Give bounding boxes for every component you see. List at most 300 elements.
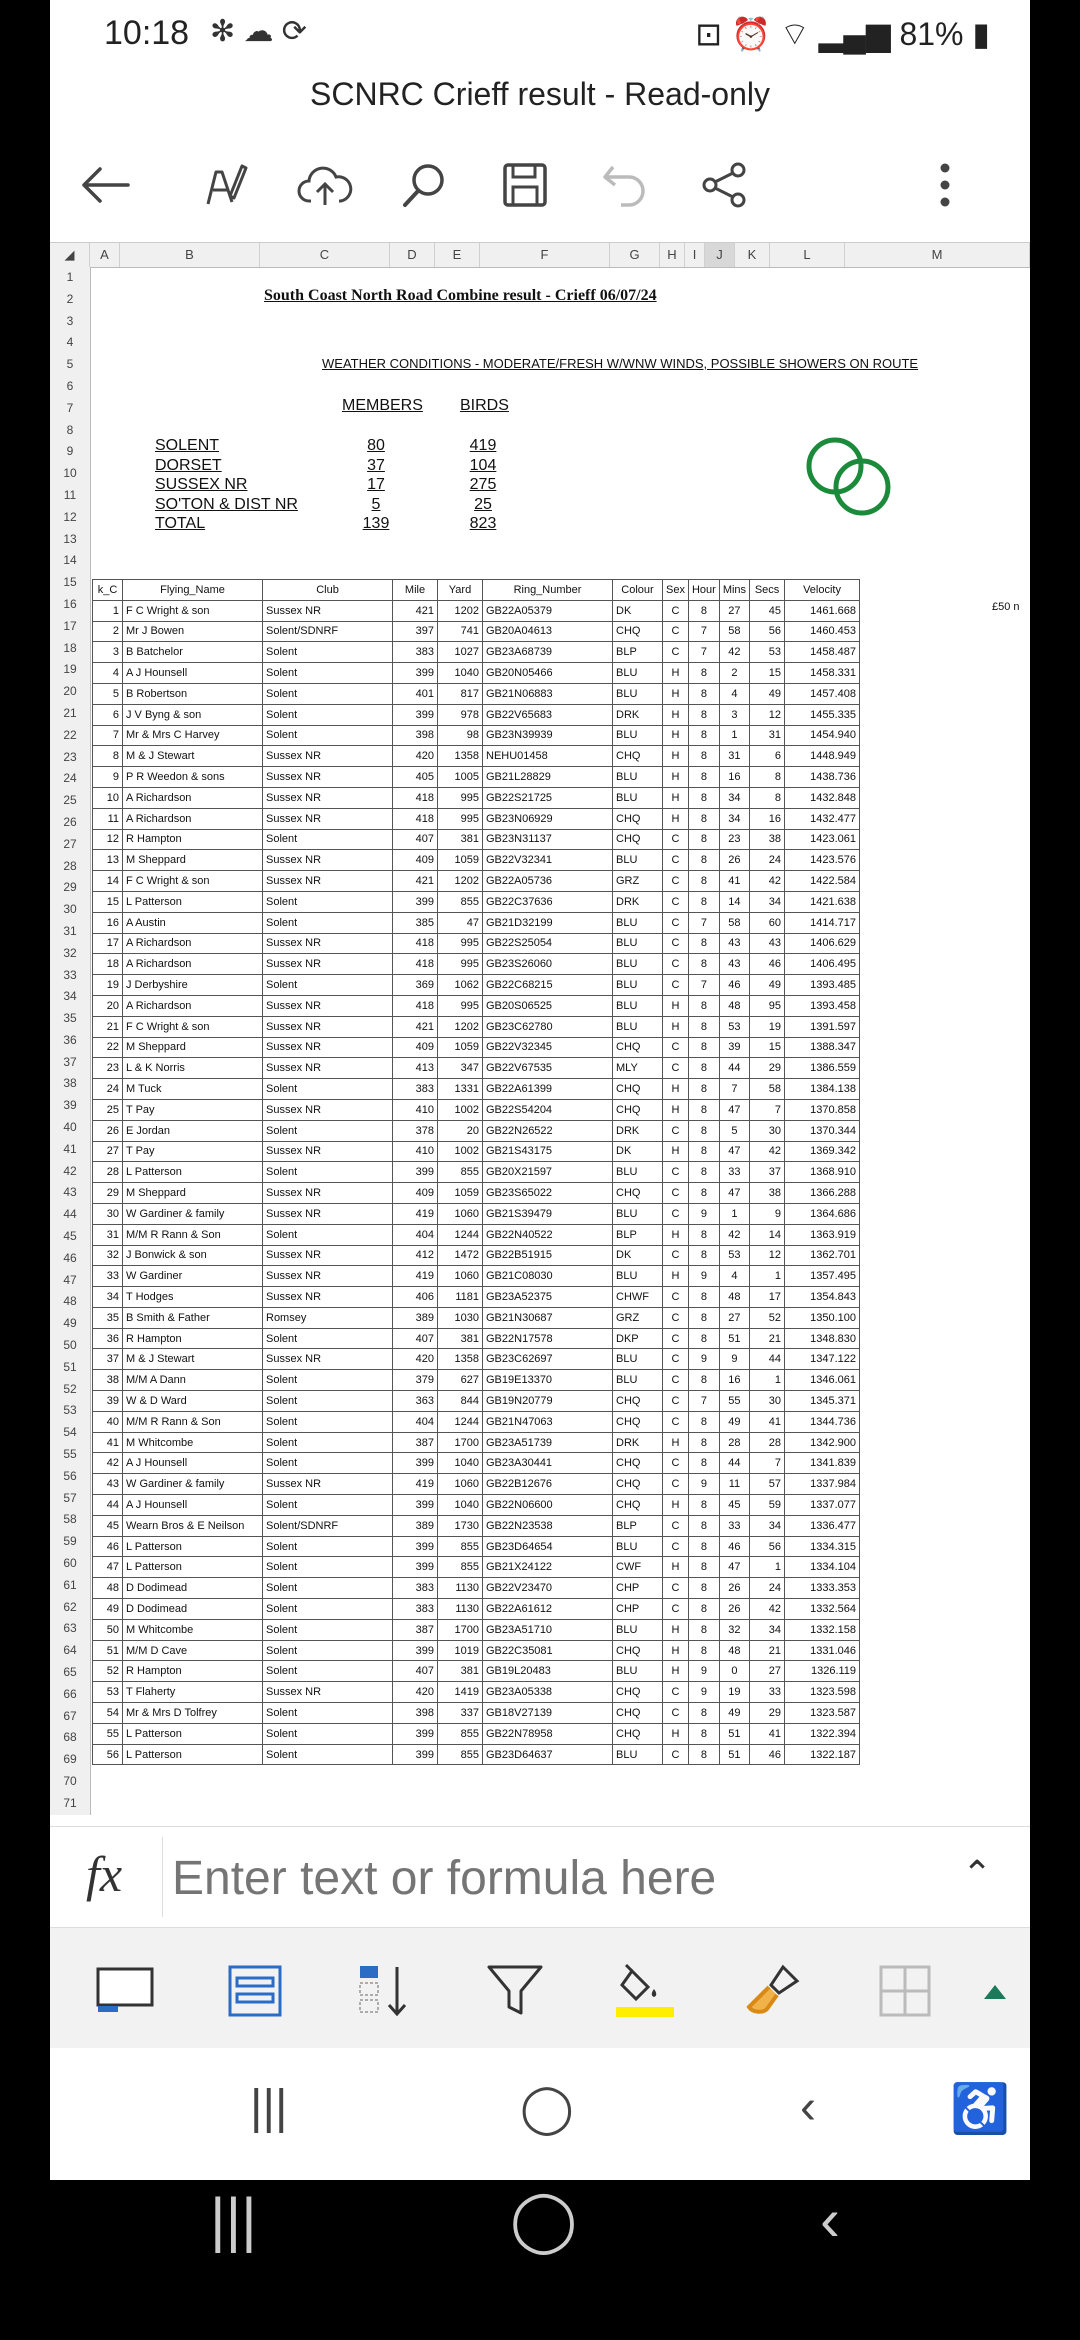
cell-mins[interactable]: 45 bbox=[719, 1495, 749, 1516]
cell-secs[interactable]: 49 bbox=[750, 683, 785, 704]
cell-velocity[interactable]: 1423.061 bbox=[785, 829, 860, 850]
cell-club[interactable]: Sussex NR bbox=[263, 746, 393, 767]
cell-secs[interactable]: 95 bbox=[750, 995, 785, 1016]
cell-position[interactable]: 35 bbox=[93, 1307, 123, 1328]
cell-mile[interactable]: 420 bbox=[393, 746, 438, 767]
cell-velocity[interactable]: 1323.587 bbox=[785, 1703, 860, 1724]
row-header[interactable]: 27 bbox=[63, 836, 77, 851]
cell-yard[interactable]: 1419 bbox=[438, 1682, 483, 1703]
cell-colour[interactable]: GRZ bbox=[613, 1307, 663, 1328]
cell-secs[interactable]: 30 bbox=[750, 1391, 785, 1412]
cell-sex[interactable]: C bbox=[663, 1287, 689, 1308]
cell-hour[interactable]: 8 bbox=[688, 1079, 719, 1100]
cell-flying-name[interactable]: Mr J Bowen bbox=[123, 621, 263, 642]
cell-velocity[interactable]: 1414.717 bbox=[785, 912, 860, 933]
cell-club[interactable]: Solent bbox=[263, 725, 393, 746]
cell-velocity[interactable]: 1346.061 bbox=[785, 1370, 860, 1391]
cell-club[interactable]: Solent bbox=[263, 1162, 393, 1183]
cell-colour[interactable]: CHQ bbox=[613, 1474, 663, 1495]
cell-mins[interactable]: 47 bbox=[719, 1099, 749, 1120]
row-header[interactable]: 40 bbox=[63, 1120, 77, 1135]
row-header[interactable]: 15 bbox=[63, 575, 77, 590]
cell-hour[interactable]: 8 bbox=[688, 1328, 719, 1349]
cell-club[interactable]: Solent bbox=[263, 1495, 393, 1516]
cell-club[interactable]: Solent bbox=[263, 683, 393, 704]
cell-mile[interactable]: 407 bbox=[393, 829, 438, 850]
column-header-b[interactable]: B bbox=[120, 243, 260, 267]
cell-flying-name[interactable]: L Patterson bbox=[123, 1536, 263, 1557]
cell-hour[interactable]: 7 bbox=[688, 642, 719, 663]
cell-sex[interactable]: C bbox=[663, 1703, 689, 1724]
cell-club[interactable]: Sussex NR bbox=[263, 1037, 393, 1058]
cell-ring-number[interactable]: GB23C62780 bbox=[483, 1016, 613, 1037]
cell-ring-number[interactable]: GB23A52375 bbox=[483, 1287, 613, 1308]
cell-yard[interactable]: 47 bbox=[438, 912, 483, 933]
header-secs[interactable]: Secs bbox=[750, 580, 785, 601]
cell-sex[interactable]: C bbox=[663, 1183, 689, 1204]
row-header[interactable]: 23 bbox=[63, 749, 77, 764]
cell-sex[interactable]: H bbox=[663, 767, 689, 788]
row-header[interactable]: 48 bbox=[63, 1294, 77, 1309]
row-header[interactable]: 13 bbox=[63, 531, 77, 546]
cell-flying-name[interactable]: L Patterson bbox=[123, 1557, 263, 1578]
cell-ring-number[interactable]: GB21N30687 bbox=[483, 1307, 613, 1328]
cell-position[interactable]: 33 bbox=[93, 1266, 123, 1287]
cell-club[interactable]: Solent bbox=[263, 1578, 393, 1599]
cell-mile[interactable]: 399 bbox=[393, 1495, 438, 1516]
header-ring-number[interactable]: Ring_Number bbox=[483, 580, 613, 601]
cell-ring-number[interactable]: GB22B12676 bbox=[483, 1474, 613, 1495]
cell-colour[interactable]: CHQ bbox=[613, 1099, 663, 1120]
sort-icon[interactable] bbox=[350, 1956, 420, 2026]
cell-secs[interactable]: 37 bbox=[750, 1162, 785, 1183]
cell-mins[interactable]: 27 bbox=[719, 600, 749, 621]
cell-secs[interactable]: 42 bbox=[750, 1599, 785, 1620]
cell-mile[interactable]: 399 bbox=[393, 1557, 438, 1578]
cell-sex[interactable]: H bbox=[663, 1224, 689, 1245]
cell-position[interactable]: 52 bbox=[93, 1661, 123, 1682]
row-header[interactable]: 50 bbox=[63, 1338, 77, 1353]
cell-velocity[interactable]: 1457.408 bbox=[785, 683, 860, 704]
cell-ring-number[interactable]: GB21L28829 bbox=[483, 767, 613, 788]
cell-yard[interactable]: 381 bbox=[438, 1328, 483, 1349]
cell-position[interactable]: 34 bbox=[93, 1287, 123, 1308]
row-header[interactable]: 7 bbox=[66, 400, 74, 415]
row-header[interactable]: 1 bbox=[66, 270, 74, 284]
cell-colour[interactable]: BLU bbox=[613, 1349, 663, 1370]
cell-ring-number[interactable]: GB22A05736 bbox=[483, 871, 613, 892]
cell-secs[interactable]: 49 bbox=[750, 975, 785, 996]
row-header[interactable]: 52 bbox=[63, 1381, 77, 1396]
cell-secs[interactable]: 45 bbox=[750, 600, 785, 621]
cell-velocity[interactable]: 1422.584 bbox=[785, 871, 860, 892]
cell-velocity[interactable]: 1460.453 bbox=[785, 621, 860, 642]
cell-mile[interactable]: 399 bbox=[393, 1453, 438, 1474]
cell-hour[interactable]: 8 bbox=[688, 1619, 719, 1640]
cell-velocity[interactable]: 1461.668 bbox=[785, 600, 860, 621]
cell-sex[interactable]: C bbox=[663, 1536, 689, 1557]
cell-flying-name[interactable]: A J Hounsell bbox=[123, 1453, 263, 1474]
cell-mile[interactable]: 421 bbox=[393, 1016, 438, 1037]
cell-club[interactable]: Sussex NR bbox=[263, 1183, 393, 1204]
cell-ring-number[interactable]: GB23N39939 bbox=[483, 725, 613, 746]
cell-mins[interactable]: 44 bbox=[719, 1058, 749, 1079]
cell-mins[interactable]: 43 bbox=[719, 954, 749, 975]
cell-yard[interactable]: 1002 bbox=[438, 1141, 483, 1162]
cell-mins[interactable]: 19 bbox=[719, 1682, 749, 1703]
cell-position[interactable]: 40 bbox=[93, 1411, 123, 1432]
cell-flying-name[interactable]: D Dodimead bbox=[123, 1599, 263, 1620]
cell-ring-number[interactable]: GB22V32341 bbox=[483, 850, 613, 871]
cell-mins[interactable]: 34 bbox=[719, 787, 749, 808]
cell-yard[interactable]: 1331 bbox=[438, 1079, 483, 1100]
cell-flying-name[interactable]: L Patterson bbox=[123, 891, 263, 912]
cell-hour[interactable]: 8 bbox=[688, 600, 719, 621]
cell-position[interactable]: 8 bbox=[93, 746, 123, 767]
cell-mile[interactable]: 409 bbox=[393, 1183, 438, 1204]
cell-hour[interactable]: 8 bbox=[688, 746, 719, 767]
cell-ring-number[interactable]: GB20A04613 bbox=[483, 621, 613, 642]
cell-yard[interactable]: 1040 bbox=[438, 1453, 483, 1474]
cell-club[interactable]: Sussex NR bbox=[263, 1474, 393, 1495]
row-header[interactable]: 24 bbox=[63, 771, 77, 786]
formula-input[interactable] bbox=[170, 1847, 934, 1909]
cell-position[interactable]: 49 bbox=[93, 1599, 123, 1620]
cell-ring-number[interactable]: GB21N06883 bbox=[483, 683, 613, 704]
cell-sex[interactable]: H bbox=[663, 1079, 689, 1100]
cell-hour[interactable]: 8 bbox=[688, 1058, 719, 1079]
row-header[interactable]: 62 bbox=[63, 1599, 77, 1614]
cell-yard[interactable]: 1358 bbox=[438, 746, 483, 767]
cell-ring-number[interactable]: GB22V65683 bbox=[483, 704, 613, 725]
cell-mile[interactable]: 412 bbox=[393, 1245, 438, 1266]
cell-club[interactable]: Sussex NR bbox=[263, 1203, 393, 1224]
cell-ring-number[interactable]: GB23S65022 bbox=[483, 1183, 613, 1204]
row-header[interactable]: 20 bbox=[63, 684, 77, 699]
cell-ring-number[interactable]: GB19L20483 bbox=[483, 1661, 613, 1682]
cell-position[interactable]: 13 bbox=[93, 850, 123, 871]
cell-yard[interactable]: 627 bbox=[438, 1370, 483, 1391]
cell-club[interactable]: Solent bbox=[263, 1391, 393, 1412]
cell-ring-number[interactable]: GB23D64654 bbox=[483, 1536, 613, 1557]
more-icon[interactable] bbox=[910, 150, 980, 220]
cell-ring-number[interactable]: GB22N26522 bbox=[483, 1120, 613, 1141]
cell-flying-name[interactable]: B Robertson bbox=[123, 683, 263, 704]
cell-mile[interactable]: 421 bbox=[393, 871, 438, 892]
cell-secs[interactable]: 1 bbox=[750, 1370, 785, 1391]
cell-mile[interactable]: 399 bbox=[393, 1744, 438, 1765]
row-header[interactable]: 59 bbox=[63, 1534, 77, 1549]
row-header[interactable]: 55 bbox=[63, 1447, 77, 1462]
cell-flying-name[interactable]: F C Wright & son bbox=[123, 871, 263, 892]
cell-sex[interactable]: C bbox=[663, 1120, 689, 1141]
cell-hour[interactable]: 8 bbox=[688, 1120, 719, 1141]
format-icon[interactable] bbox=[220, 1956, 290, 2026]
cell-position[interactable]: 6 bbox=[93, 704, 123, 725]
cell-position[interactable]: 28 bbox=[93, 1162, 123, 1183]
cell-sex[interactable]: C bbox=[663, 1037, 689, 1058]
cell-secs[interactable]: 29 bbox=[750, 1058, 785, 1079]
cell-hour[interactable]: 9 bbox=[688, 1661, 719, 1682]
cell-velocity[interactable]: 1458.487 bbox=[785, 642, 860, 663]
cell-mins[interactable]: 58 bbox=[719, 621, 749, 642]
chevron-up-icon[interactable]: ⌃ bbox=[962, 1853, 993, 1894]
cell-secs[interactable]: 29 bbox=[750, 1703, 785, 1724]
cell-mins[interactable]: 58 bbox=[719, 912, 749, 933]
cell-mins[interactable]: 49 bbox=[719, 1411, 749, 1432]
cell-mins[interactable]: 32 bbox=[719, 1619, 749, 1640]
cell-yard[interactable]: 1358 bbox=[438, 1349, 483, 1370]
cell-colour[interactable]: CHQ bbox=[613, 1079, 663, 1100]
cell-yard[interactable]: 1059 bbox=[438, 1037, 483, 1058]
cell-position[interactable]: 9 bbox=[93, 767, 123, 788]
cell-colour[interactable]: CHQ bbox=[613, 1453, 663, 1474]
cell-colour[interactable]: MLY bbox=[613, 1058, 663, 1079]
cell-colour[interactable]: CHQ bbox=[613, 1391, 663, 1412]
cell-flying-name[interactable]: P R Weedon & sons bbox=[123, 767, 263, 788]
cell-hour[interactable]: 8 bbox=[688, 1557, 719, 1578]
cell-ring-number[interactable]: GB18V27139 bbox=[483, 1703, 613, 1724]
cell-club[interactable]: Sussex NR bbox=[263, 600, 393, 621]
cell-club[interactable]: Solent bbox=[263, 1703, 393, 1724]
cell-mins[interactable]: 47 bbox=[719, 1141, 749, 1162]
cell-colour[interactable]: CHQ bbox=[613, 1682, 663, 1703]
cell-sex[interactable]: H bbox=[663, 1557, 689, 1578]
search-icon[interactable] bbox=[390, 150, 460, 220]
cell-position[interactable]: 44 bbox=[93, 1495, 123, 1516]
cell-secs[interactable]: 12 bbox=[750, 704, 785, 725]
row-header[interactable]: 32 bbox=[63, 945, 77, 960]
cell-sex[interactable]: C bbox=[663, 621, 689, 642]
header-position[interactable]: k_C bbox=[93, 580, 123, 601]
cell-yard[interactable]: 1005 bbox=[438, 767, 483, 788]
cell-secs[interactable]: 24 bbox=[750, 1578, 785, 1599]
cell-yard[interactable]: 1202 bbox=[438, 1016, 483, 1037]
cell-ring-number[interactable]: GB21S43175 bbox=[483, 1141, 613, 1162]
header-sex[interactable]: Sex bbox=[663, 580, 689, 601]
cell-secs[interactable]: 21 bbox=[750, 1640, 785, 1661]
cell-mins[interactable]: 27 bbox=[719, 1307, 749, 1328]
cell-club[interactable]: Sussex NR bbox=[263, 933, 393, 954]
cell-hour[interactable]: 8 bbox=[688, 954, 719, 975]
cell-secs[interactable]: 46 bbox=[750, 1744, 785, 1765]
cell-secs[interactable]: 58 bbox=[750, 1079, 785, 1100]
cell-ring-number[interactable]: GB22N40522 bbox=[483, 1224, 613, 1245]
cell-colour[interactable]: BLU bbox=[613, 975, 663, 996]
cell-position[interactable]: 30 bbox=[93, 1203, 123, 1224]
cell-mile[interactable]: 419 bbox=[393, 1474, 438, 1495]
cell-mins[interactable]: 9 bbox=[719, 1349, 749, 1370]
cell-flying-name[interactable]: L Patterson bbox=[123, 1723, 263, 1744]
cell-flying-name[interactable]: W Gardiner & family bbox=[123, 1474, 263, 1495]
cell-position[interactable]: 26 bbox=[93, 1120, 123, 1141]
cell-position[interactable]: 45 bbox=[93, 1515, 123, 1536]
cell-ring-number[interactable]: GB23A05338 bbox=[483, 1682, 613, 1703]
cell-flying-name[interactable]: Wearn Bros & E Neilson bbox=[123, 1515, 263, 1536]
cell-colour[interactable]: BLU bbox=[613, 1619, 663, 1640]
cell-flying-name[interactable]: D Dodimead bbox=[123, 1578, 263, 1599]
cell-yard[interactable]: 1060 bbox=[438, 1474, 483, 1495]
cell-flying-name[interactable]: W Gardiner bbox=[123, 1266, 263, 1287]
cell-velocity[interactable]: 1386.559 bbox=[785, 1058, 860, 1079]
cell-mins[interactable]: 3 bbox=[719, 704, 749, 725]
cell-ring-number[interactable]: GB22A05379 bbox=[483, 600, 613, 621]
cell-mile[interactable]: 420 bbox=[393, 1682, 438, 1703]
cell-velocity[interactable]: 1322.394 bbox=[785, 1723, 860, 1744]
cell-ring-number[interactable]: GB19E13370 bbox=[483, 1370, 613, 1391]
cell-hour[interactable]: 8 bbox=[688, 1183, 719, 1204]
row-header[interactable]: 66 bbox=[63, 1686, 77, 1701]
cell-velocity[interactable]: 1366.288 bbox=[785, 1183, 860, 1204]
cell-ring-number[interactable]: GB22N17578 bbox=[483, 1328, 613, 1349]
cell-secs[interactable]: 24 bbox=[750, 850, 785, 871]
row-header[interactable]: 19 bbox=[63, 662, 77, 677]
row-header[interactable]: 16 bbox=[63, 596, 77, 611]
cell-secs[interactable]: 8 bbox=[750, 787, 785, 808]
cell-hour[interactable]: 8 bbox=[688, 1287, 719, 1308]
cell-mins[interactable]: 51 bbox=[719, 1723, 749, 1744]
cell-sex[interactable]: C bbox=[663, 850, 689, 871]
cell-mins[interactable]: 47 bbox=[719, 1183, 749, 1204]
cell-club[interactable]: Sussex NR bbox=[263, 1099, 393, 1120]
cell-hour[interactable]: 9 bbox=[688, 1266, 719, 1287]
cell-mile[interactable]: 409 bbox=[393, 1037, 438, 1058]
cell-sex[interactable]: C bbox=[663, 871, 689, 892]
cell-ring-number[interactable]: GB23D64637 bbox=[483, 1744, 613, 1765]
cell-secs[interactable]: 16 bbox=[750, 808, 785, 829]
cell-sex[interactable]: C bbox=[663, 912, 689, 933]
cell-secs[interactable]: 28 bbox=[750, 1432, 785, 1453]
cell-colour[interactable]: DRK bbox=[613, 704, 663, 725]
cell-colour[interactable]: GRZ bbox=[613, 871, 663, 892]
cell-position[interactable]: 32 bbox=[93, 1245, 123, 1266]
cell-sex[interactable]: H bbox=[663, 787, 689, 808]
cell-colour[interactable]: DRK bbox=[613, 1120, 663, 1141]
cell-flying-name[interactable]: L Patterson bbox=[123, 1744, 263, 1765]
cell-position[interactable]: 17 bbox=[93, 933, 123, 954]
cell-mile[interactable]: 419 bbox=[393, 1203, 438, 1224]
cell-colour[interactable]: CHQ bbox=[613, 808, 663, 829]
cell-ring-number[interactable]: GB23C62697 bbox=[483, 1349, 613, 1370]
cell-secs[interactable]: 34 bbox=[750, 1619, 785, 1640]
cell-secs[interactable]: 41 bbox=[750, 1723, 785, 1744]
header-velocity[interactable]: Velocity bbox=[785, 580, 860, 601]
row-header[interactable]: 30 bbox=[63, 902, 77, 917]
cell-mins[interactable]: 28 bbox=[719, 1432, 749, 1453]
cell-velocity[interactable]: 1458.331 bbox=[785, 663, 860, 684]
cell-mins[interactable]: 48 bbox=[719, 1640, 749, 1661]
cell-mins[interactable]: 44 bbox=[719, 1453, 749, 1474]
cell-sex[interactable]: C bbox=[663, 1162, 689, 1183]
cell-velocity[interactable]: 1357.495 bbox=[785, 1266, 860, 1287]
cell-yard[interactable]: 1019 bbox=[438, 1640, 483, 1661]
column-header-j[interactable]: J bbox=[705, 243, 735, 267]
cell-velocity[interactable]: 1344.736 bbox=[785, 1411, 860, 1432]
row-header[interactable]: 26 bbox=[63, 814, 77, 829]
cell-position[interactable]: 3 bbox=[93, 642, 123, 663]
cell-yard[interactable]: 98 bbox=[438, 725, 483, 746]
column-header-l[interactable]: L bbox=[770, 243, 845, 267]
cell-mile[interactable]: 383 bbox=[393, 1079, 438, 1100]
cell-sex[interactable]: C bbox=[663, 1744, 689, 1765]
cell-sex[interactable]: C bbox=[663, 1682, 689, 1703]
cell-sex[interactable]: H bbox=[663, 683, 689, 704]
row-header[interactable]: 58 bbox=[63, 1512, 77, 1527]
row-header[interactable]: 12 bbox=[63, 509, 77, 524]
cell-colour[interactable]: BLU bbox=[613, 1162, 663, 1183]
row-header[interactable]: 53 bbox=[63, 1403, 77, 1418]
cell-sex[interactable]: C bbox=[663, 600, 689, 621]
cell-colour[interactable]: BLU bbox=[613, 1536, 663, 1557]
cell-mins[interactable]: 4 bbox=[719, 1266, 749, 1287]
cell-ring-number[interactable]: GB22B51915 bbox=[483, 1245, 613, 1266]
cell-position[interactable]: 29 bbox=[93, 1183, 123, 1204]
cell-secs[interactable]: 21 bbox=[750, 1328, 785, 1349]
column-header-g[interactable]: G bbox=[610, 243, 660, 267]
header-mile[interactable]: Mile bbox=[393, 580, 438, 601]
spreadsheet-grid[interactable] bbox=[50, 242, 1030, 1823]
cell-mins[interactable]: 7 bbox=[719, 1079, 749, 1100]
cell-position[interactable]: 11 bbox=[93, 808, 123, 829]
cell-ring-number[interactable]: GB23A30441 bbox=[483, 1453, 613, 1474]
cell-velocity[interactable]: 1347.122 bbox=[785, 1349, 860, 1370]
column-header-h[interactable]: H bbox=[660, 243, 685, 267]
cell-velocity[interactable]: 1388.347 bbox=[785, 1037, 860, 1058]
cell-ring-number[interactable]: GB21S39479 bbox=[483, 1203, 613, 1224]
cell-position[interactable]: 1 bbox=[93, 600, 123, 621]
cell-club[interactable]: Solent bbox=[263, 1557, 393, 1578]
cell-ring-number[interactable]: GB21D32199 bbox=[483, 912, 613, 933]
cell-club[interactable]: Sussex NR bbox=[263, 767, 393, 788]
cell-hour[interactable]: 8 bbox=[688, 1536, 719, 1557]
cell-mile[interactable]: 378 bbox=[393, 1120, 438, 1141]
cell-sex[interactable]: C bbox=[663, 975, 689, 996]
cell-mins[interactable]: 46 bbox=[719, 1536, 749, 1557]
cell-position[interactable]: 31 bbox=[93, 1224, 123, 1245]
cell-sex[interactable]: H bbox=[663, 704, 689, 725]
row-header[interactable]: 41 bbox=[63, 1141, 77, 1156]
cell-club[interactable]: Solent bbox=[263, 1661, 393, 1682]
cell-yard[interactable]: 1700 bbox=[438, 1432, 483, 1453]
cell-hour[interactable]: 8 bbox=[688, 1723, 719, 1744]
cell-velocity[interactable]: 1421.638 bbox=[785, 891, 860, 912]
column-header-k[interactable]: K bbox=[735, 243, 770, 267]
cell-club[interactable]: Solent bbox=[263, 1432, 393, 1453]
cell-position[interactable]: 51 bbox=[93, 1640, 123, 1661]
row-header[interactable]: 29 bbox=[63, 880, 77, 895]
cell-sex[interactable]: C bbox=[663, 1307, 689, 1328]
cell-ring-number[interactable]: GB23N31137 bbox=[483, 829, 613, 850]
cell-flying-name[interactable]: A Richardson bbox=[123, 995, 263, 1016]
cell-flying-name[interactable]: M/M R Rann & Son bbox=[123, 1224, 263, 1245]
cell-flying-name[interactable]: T Hodges bbox=[123, 1287, 263, 1308]
cell-mile[interactable]: 383 bbox=[393, 1578, 438, 1599]
cell-flying-name[interactable]: B Batchelor bbox=[123, 642, 263, 663]
cell-mins[interactable]: 49 bbox=[719, 1703, 749, 1724]
cell-flying-name[interactable]: J V Byng & son bbox=[123, 704, 263, 725]
cell-sex[interactable]: C bbox=[663, 1328, 689, 1349]
cell-hour[interactable]: 7 bbox=[688, 975, 719, 996]
cell-velocity[interactable]: 1438.736 bbox=[785, 767, 860, 788]
cell-secs[interactable]: 41 bbox=[750, 1411, 785, 1432]
cell-yard[interactable]: 337 bbox=[438, 1703, 483, 1724]
cell-club[interactable]: Sussex NR bbox=[263, 1245, 393, 1266]
cell-position[interactable]: 25 bbox=[93, 1099, 123, 1120]
cell-sex[interactable]: C bbox=[663, 891, 689, 912]
cell-mins[interactable]: 41 bbox=[719, 871, 749, 892]
cell-position[interactable]: 2 bbox=[93, 621, 123, 642]
cell-club[interactable]: Solent bbox=[263, 1328, 393, 1349]
